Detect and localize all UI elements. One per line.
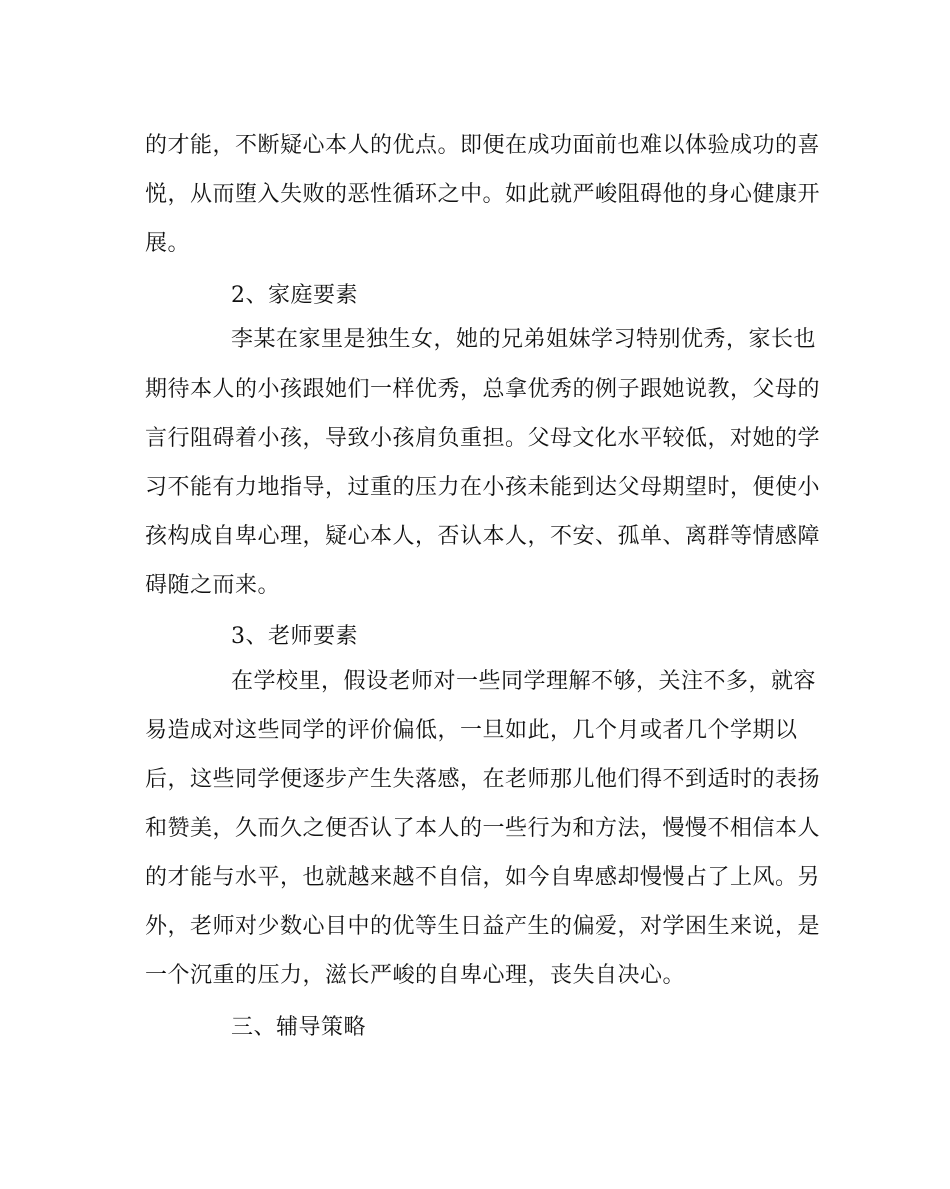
- text-line: 孩构成自卑心理，疑心本人，否认本人，不安、孤单、离群等情感障: [145, 524, 821, 549]
- text-line: 言行阻碍着小孩，导致小孩肩负重担。父母文化水平较低，对她的学: [145, 426, 821, 451]
- text-line: 习不能有力地指导，过重的压力在小孩未能到达父母期望时，便使小: [145, 475, 821, 500]
- text-line: 在学校里，假设老师对一些同学理解不够，关注不多，就容: [231, 669, 817, 694]
- text-line: 期待本人的小孩跟她们一样优秀，总拿优秀的例子跟她说教，父母的: [145, 377, 821, 402]
- text-line: 展。: [145, 231, 191, 256]
- text-line: 李某在家里是独生女，她的兄弟姐妹学习特别优秀，家长也: [231, 327, 817, 352]
- text-line: 外，老师对少数心目中的优等生日益产生的偏爱，对学困生来说，是: [145, 914, 821, 939]
- text-line: 碍随之而来。: [145, 573, 281, 598]
- section-heading: 3、老师要素: [231, 624, 358, 649]
- text-line: 的才能，不断疑心本人的优点。即便在成功面前也难以体验成功的喜: [145, 133, 821, 158]
- section-heading: 三、辅导策略: [231, 1015, 367, 1040]
- text-line: 的才能与水平，也就越来越不自信，如今自卑感却慢慢占了上风。另: [145, 865, 821, 890]
- text-line: 一个沉重的压力，滋长严峻的自卑心理，丧失自决心。: [145, 963, 686, 988]
- text-line: 和赞美，久而久之便否认了本人的一些行为和方法，慢慢不相信本人: [145, 816, 821, 841]
- text-line: 悦，从而堕入失败的恶性循环之中。如此就严峻阻碍他的身心健康开: [145, 182, 821, 207]
- text-line: 易造成对这些同学的评价偏低，一旦如此，几个月或者几个学期以: [145, 718, 798, 743]
- text-line: 后，这些同学便逐步产生失落感，在老师那儿他们得不到适时的表扬: [145, 767, 821, 792]
- section-heading: 2、家庭要素: [231, 283, 358, 308]
